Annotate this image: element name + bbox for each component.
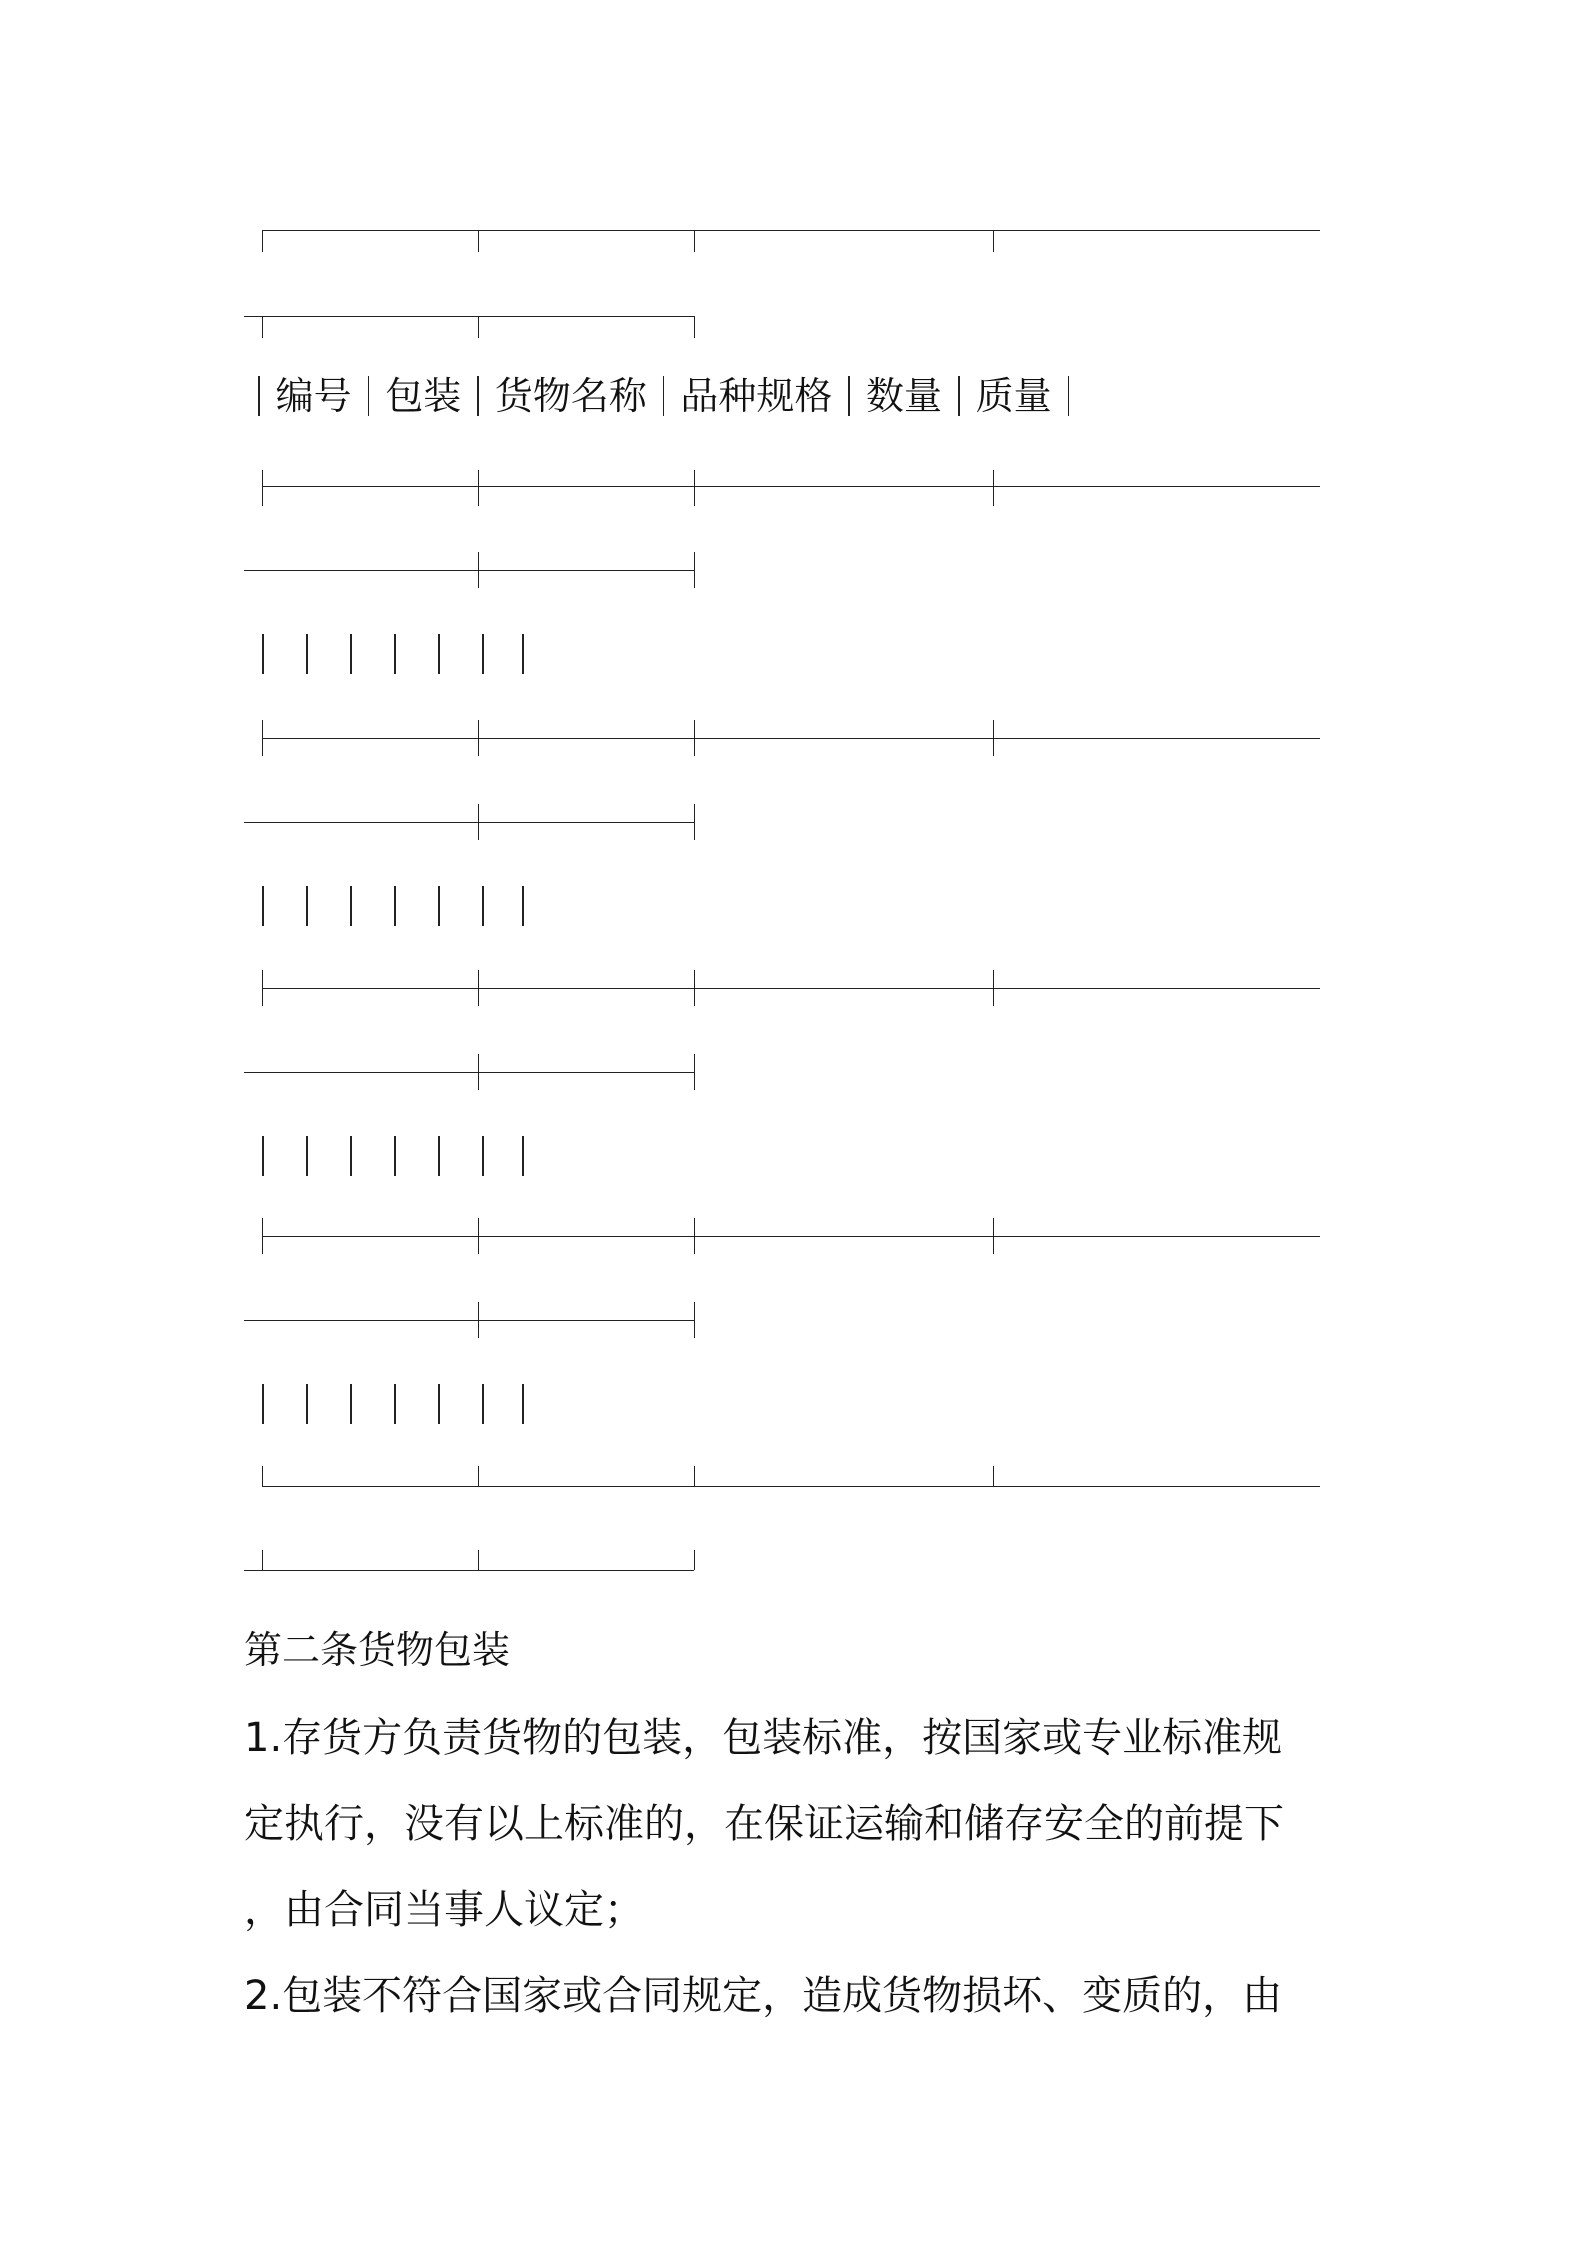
table-tick <box>262 230 263 252</box>
table-row-separator <box>262 1236 1320 1237</box>
table-tick <box>694 970 695 1006</box>
header-quantity: 数量 <box>866 374 943 418</box>
table-row-separator-continued <box>244 822 694 823</box>
paragraph-line: 1.存货方负责货物的包装，包装标准，按国家或专业标准规 <box>244 1715 1283 1761</box>
table-tick <box>478 804 479 840</box>
table-tick <box>694 552 695 588</box>
table-tick <box>262 970 263 1006</box>
table-row-separator-continued <box>244 1072 694 1073</box>
cell-divider <box>306 1384 308 1424</box>
cell-divider <box>522 1136 524 1176</box>
cell-divider <box>522 1384 524 1424</box>
table-tick <box>262 1550 263 1570</box>
cell-divider <box>482 1136 484 1176</box>
table-tick <box>694 230 695 252</box>
table-tick <box>478 970 479 1006</box>
column-separator <box>1068 376 1070 416</box>
table-row-separator <box>262 486 1320 487</box>
cell-divider <box>306 1136 308 1176</box>
section-title: 第二条货物包装 <box>244 1628 511 1672</box>
column-separator <box>958 376 960 416</box>
table-tick <box>694 1466 695 1486</box>
table-tick <box>694 470 695 506</box>
cell-divider <box>482 886 484 926</box>
table-row-separator <box>262 988 1320 989</box>
cell-divider <box>306 634 308 674</box>
paragraph-line: 2.包装不符合国家或合同规定，造成货物损坏、变质的，由 <box>244 1973 1283 2019</box>
column-separator <box>368 376 370 416</box>
cell-divider <box>262 1136 264 1176</box>
table-tick <box>478 230 479 252</box>
header-quality: 质量 <box>975 374 1052 418</box>
header-packaging: 包装 <box>385 374 462 418</box>
column-separator <box>258 376 260 416</box>
table-tick <box>993 720 994 756</box>
column-separator <box>477 376 479 416</box>
table-tick <box>694 1218 695 1254</box>
cell-divider <box>262 634 264 674</box>
table-tick <box>262 316 263 338</box>
table-tick <box>262 1218 263 1254</box>
table-tick <box>478 1550 479 1570</box>
cell-divider <box>262 1384 264 1424</box>
table-tick <box>478 316 479 338</box>
table-tick <box>694 1054 695 1090</box>
table-tick <box>694 1302 695 1338</box>
table-tick <box>478 720 479 756</box>
cell-divider <box>306 886 308 926</box>
cell-divider <box>482 634 484 674</box>
table-tick <box>694 316 695 338</box>
paragraph-line: 定执行，没有以上标准的，在保证运输和储存安全的前提下 <box>244 1801 1284 1847</box>
cell-divider <box>522 634 524 674</box>
table-tick <box>694 1550 695 1570</box>
table-top-border <box>262 230 1320 231</box>
cell-divider <box>394 886 396 926</box>
cell-divider <box>350 634 352 674</box>
cell-divider <box>522 886 524 926</box>
table-tick <box>478 552 479 588</box>
table-tick <box>993 1466 994 1486</box>
table-row-separator-continued <box>244 570 694 571</box>
table-tick <box>262 720 263 756</box>
table-tick <box>993 470 994 506</box>
table-bottom-border-continued <box>244 1570 694 1571</box>
cell-divider <box>438 1384 440 1424</box>
cell-divider <box>482 1384 484 1424</box>
table-row-separator <box>262 738 1320 739</box>
cell-divider <box>394 1136 396 1176</box>
cell-divider <box>350 1136 352 1176</box>
cell-divider <box>438 886 440 926</box>
column-separator <box>663 376 665 416</box>
cell-divider <box>350 886 352 926</box>
column-separator <box>848 376 850 416</box>
table-tick <box>478 1218 479 1254</box>
header-goods-name: 货物名称 <box>494 374 647 418</box>
cell-divider <box>350 1384 352 1424</box>
table-tick <box>478 1054 479 1090</box>
table-header-row <box>258 368 1085 424</box>
table-tick <box>478 1466 479 1486</box>
header-variety-spec: 品种规格 <box>680 374 833 418</box>
cell-divider <box>438 634 440 674</box>
header-number: 编号 <box>275 374 352 418</box>
cell-divider <box>394 634 396 674</box>
table-tick <box>993 230 994 252</box>
table-tick <box>478 1302 479 1338</box>
cell-divider <box>438 1136 440 1176</box>
table-bottom-border <box>262 1486 1320 1487</box>
cell-divider <box>394 1384 396 1424</box>
table-tick <box>262 470 263 506</box>
cell-divider <box>262 886 264 926</box>
table-tick <box>478 470 479 506</box>
table-tick <box>993 1218 994 1254</box>
table-tick <box>694 804 695 840</box>
table-tick <box>993 970 994 1006</box>
table-row-separator-continued <box>244 1320 694 1321</box>
paragraph-line: ，由合同当事人议定； <box>244 1887 644 1933</box>
table-tick <box>262 1466 263 1486</box>
table-top-border-continued <box>244 316 694 317</box>
table-tick <box>694 720 695 756</box>
